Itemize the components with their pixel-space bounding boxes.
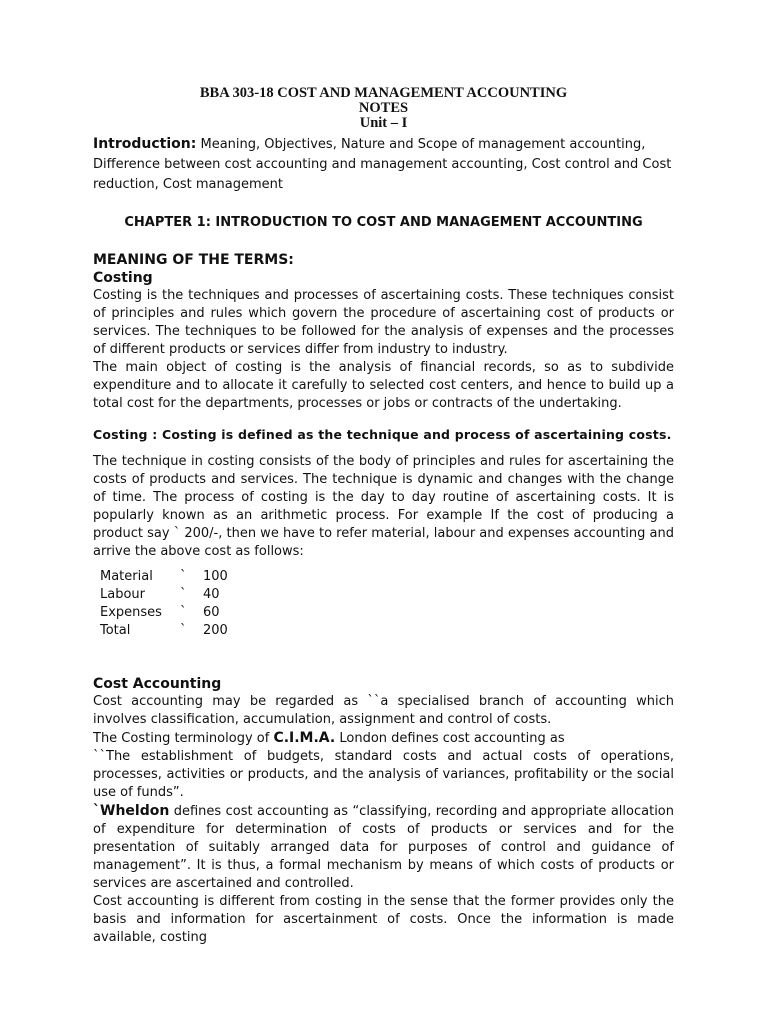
costing-heading: Costing xyxy=(93,270,153,286)
meaning-heading: MEANING OF THE TERMS: xyxy=(93,252,294,268)
unit-label: Unit – I xyxy=(359,115,408,131)
cost-accounting-paragraph-3: ``The establishment of budgets, standard costs and actual costs of operations, processes, activities or products, and the analysis of variances, profitability or the social use of funds”. xyxy=(93,749,674,800)
document-page xyxy=(93,86,674,947)
table-row xyxy=(100,622,228,640)
table-row xyxy=(100,586,228,604)
cost-accounting-paragraph-4 xyxy=(93,802,674,893)
costing-paragraph-1: Costing is the techniques and processes of ascertaining costs. These techniques consist of principles and rules which govern the procedure of ascertaining cost of products or services. The techniques to be followed for the analysis of expenses and the processes of different products or services differ from industry to industry. xyxy=(93,288,674,357)
costing-paragraph-2: The main object of costing is the analysis of financial records, so as to subdivide expenditure and to allocate it carefully to selected cost centers, and hence to build up a total cost for the departments, processes or jobs or contracts of the undertaking. xyxy=(93,360,674,411)
cima-pre: The Costing terminology of xyxy=(93,731,274,746)
currency-symbol: ` xyxy=(180,605,187,620)
cost-amount: 60 xyxy=(203,605,220,620)
wheldon-definition: defines cost accounting as “classifying, recording and appropriate allocation of expenditure for determination of costs of products or services and for the presentation of suitably arranged data for purposes of control and guidance of management”. It is thus, a formal mechanism by means of which costs of products or services are ascertained and controlled. xyxy=(93,804,674,891)
cost-item: Labour xyxy=(100,587,145,602)
costing-paragraph-3: The technique in costing consists of the body of principles and rules for ascertaining the costs of products and services. The technique is dynamic and changes with the change of time. The process of costing is the day to day routine of ascertaining costs. It is popularly known as an arithmetic process. For example If the cost of producing a product say ` 200/-, then we have to refer material, labour and expenses accounting and arrive the above cost as follows: xyxy=(93,454,674,559)
chapter-title: CHAPTER 1: INTRODUCTION TO COST AND MANAGEMENT ACCOUNTING xyxy=(124,215,643,230)
introduction-text: Meaning, Objectives, Nature and Scope of management accounting, Difference between cost accounting and management accounting, Cost control and Cost reduction, Cost management xyxy=(93,137,672,192)
currency-symbol: ` xyxy=(180,587,187,602)
currency-symbol: ` xyxy=(180,623,187,638)
cima-post: London defines cost accounting as xyxy=(335,731,565,746)
introduction-lead: Introduction: xyxy=(93,136,197,152)
table-row xyxy=(100,568,228,586)
wheldon-name: `Wheldon xyxy=(93,803,170,819)
cost-accounting-heading: Cost Accounting xyxy=(93,676,222,692)
cost-item: Expenses xyxy=(100,605,162,620)
cost-accounting-paragraph-1: Cost accounting may be regarded as ``a specialised branch of accounting which involves classification, accumulation, assignment and control of costs. xyxy=(93,694,674,727)
cost-accounting-paragraph-2 xyxy=(93,729,674,748)
cost-item: Total xyxy=(100,623,131,638)
cima-name: C.I.M.A. xyxy=(273,730,336,746)
table-row xyxy=(100,604,228,622)
cost-amount: 40 xyxy=(203,587,220,602)
introduction-paragraph xyxy=(93,134,674,195)
document-title: BBA 303-18 COST AND MANAGEMENT ACCOUNTING xyxy=(199,85,568,101)
cost-amount: 100 xyxy=(203,569,228,584)
cost-breakdown-table xyxy=(100,568,228,640)
document-subtitle: NOTES xyxy=(358,100,409,116)
currency-symbol: ` xyxy=(180,569,187,584)
cost-accounting-paragraph-5: Cost accounting is different from costing in the sense that the former provides only the basis and information for ascertainment of costs. Once the information is made available, costing xyxy=(93,894,674,945)
cost-amount: 200 xyxy=(203,623,228,638)
costing-definition: Costing : Costing is defined as the technique and process of ascertaining costs. xyxy=(93,427,672,442)
cost-item: Material xyxy=(100,569,153,584)
